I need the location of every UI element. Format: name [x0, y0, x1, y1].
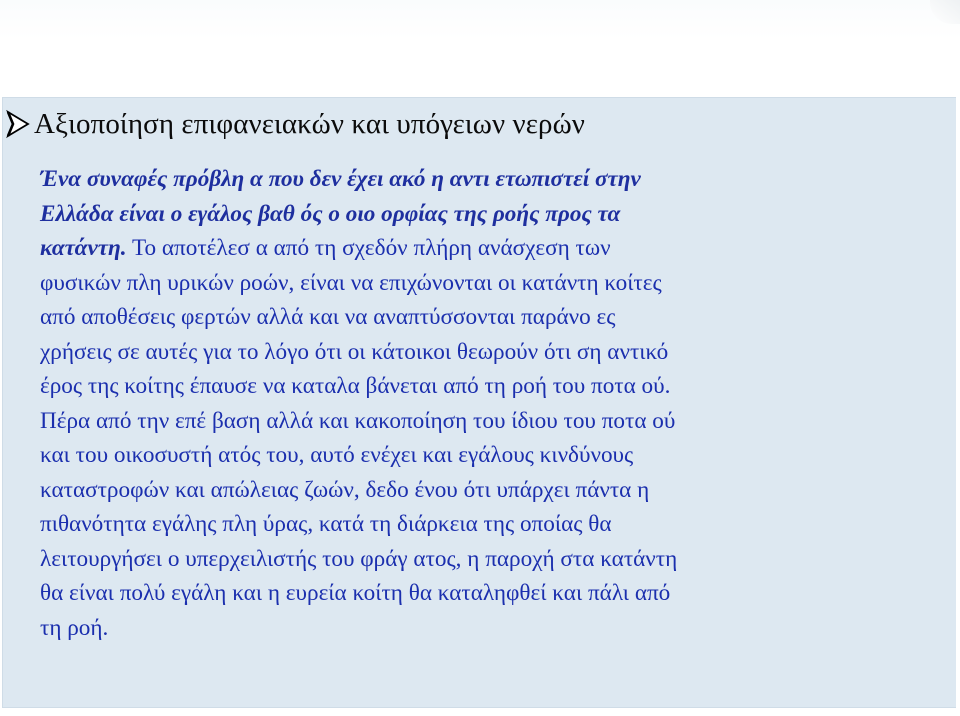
heading-row	[6, 104, 946, 144]
emphasized-line: Ένα συναφές πρόβλη α που δεν έχει ακό η αντι ετωπιστεί στην	[40, 166, 641, 192]
body-line: Πέρα από την επέ βαση αλλά και κακοποίηση του ίδιου του ποτα ού	[40, 407, 676, 434]
body-line: θα είναι πολύ εγάλη και η ευρεία κοίτη θα καταληφθεί και πάλι από	[40, 580, 671, 606]
body-line: έρος της κοίτης έπαυσε να καταλα βάνεται από τη ροή του ποτα ού.	[40, 373, 671, 399]
body-line: λειτουργήσει ο υπερχειλιστής του φράγ ατος, η παροχή στα κατάντη	[40, 545, 678, 572]
mixed-line	[40, 231, 940, 266]
body-line: φυσικών πλη υρικών ροών, είναι να επιχώνονται οι κατάντη κοίτες	[40, 269, 662, 296]
body-text: Το αποτέλεσ α από τη σχεδόν πλήρη ανάσχεση των	[126, 235, 611, 261]
body-line: από αποθέσεις φερτών αλλά και να αναπτύσσονται παράνο ες	[40, 304, 616, 330]
body-line: πιθανότητα εγάλης πλη ύρας, κατά τη διάρκεια της οποίας θα	[40, 511, 612, 537]
emphasized-text: κατάντη.	[40, 235, 127, 261]
slide-title: Αξιοποίηση επιφανειακών και υπόγειων νερών	[34, 107, 585, 140]
body-line: και του οικοσυστή ατός του, αυτό ενέχει και εγάλους κινδύνους	[40, 442, 634, 468]
emphasized-line: Ελλάδα είναι ο εγάλος βαθ ός ο οιο ορφίας της ροής προς τα	[40, 200, 621, 227]
body-paragraph	[40, 162, 940, 645]
body-line: χρήσεις σε αυτές για το λόγο ότι οι κάτοικοι θεωρούν ότι ση αντικό	[40, 338, 669, 365]
arrow-checkmark-bullet-icon	[6, 109, 30, 139]
body-line: τη ροή.	[40, 614, 109, 641]
top-band	[0, 0, 960, 40]
body-line: καταστροφών και απώλειας ζωών, δεδο ένου ότι υπάρχει πάντα η	[40, 476, 650, 503]
